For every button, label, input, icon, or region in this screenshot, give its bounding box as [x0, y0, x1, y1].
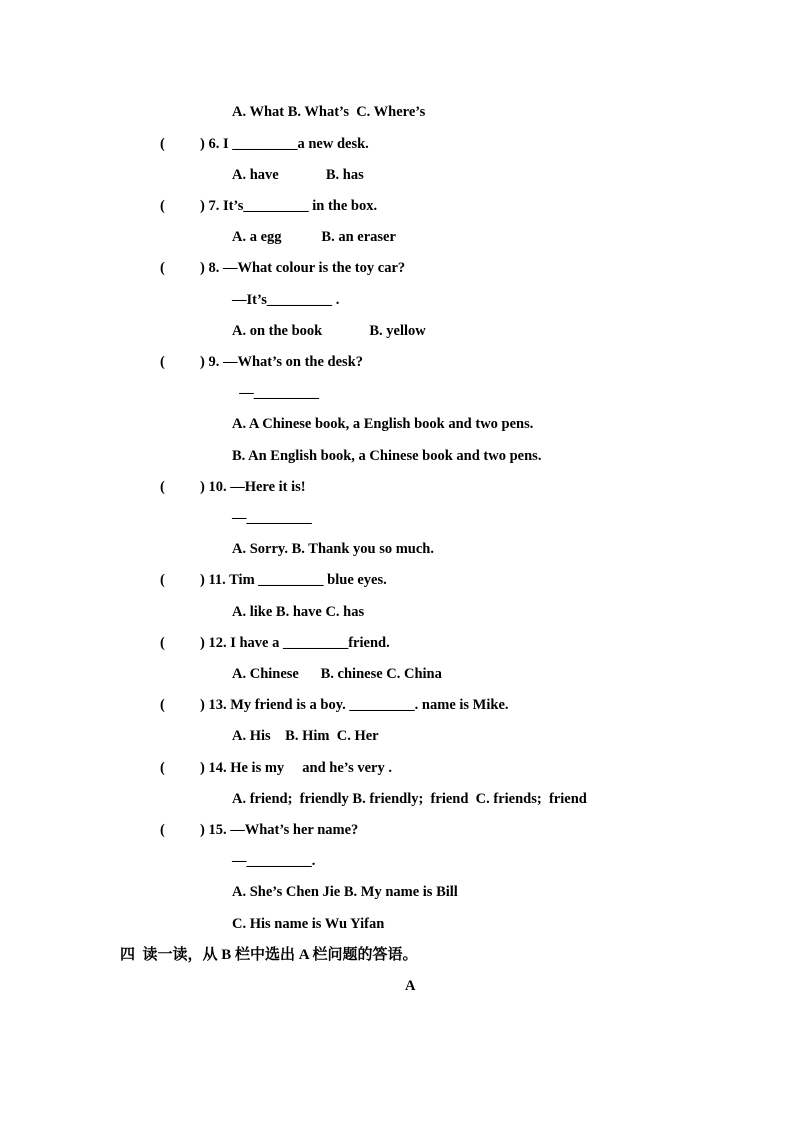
q12-stem: ) 12. I have a _________friend.	[200, 635, 390, 651]
q12-paren: (	[160, 635, 165, 651]
q13-options: A. His B. Him C. Her	[232, 728, 379, 744]
section-4-title: 四 读一读，从 B 栏中选出 A 栏问题的答语。	[120, 947, 418, 963]
q12-options: A. Chinese B. chinese C. China	[232, 666, 442, 682]
q10-stem: ) 10. —Here it is!	[200, 479, 306, 495]
q10-answer: —_________	[232, 510, 312, 526]
q11-paren: (	[160, 572, 165, 588]
q6-options: A. have B. has	[232, 167, 364, 183]
q9-answer: —_________	[232, 385, 319, 401]
q11-options: A. like B. have C. has	[232, 604, 365, 620]
q9-paren: (	[160, 354, 165, 370]
q8-stem: ) 8. —What colour is the toy car?	[200, 260, 406, 276]
q9-option-a: A. A Chinese book, a English book and two pens.	[232, 416, 534, 432]
q8-paren: (	[160, 260, 165, 276]
q14-paren: (	[160, 760, 165, 776]
q7-paren: (	[160, 198, 165, 214]
q11-stem: ) 11. Tim _________ blue eyes.	[200, 572, 387, 588]
q6-paren: (	[160, 136, 165, 152]
q15-answer: —_________.	[232, 853, 316, 869]
q13-paren: (	[160, 697, 165, 713]
q14-options: A. friend; friendly B. friendly; friend C. friends; friend	[232, 791, 587, 807]
q6-stem: ) 6. I _________a new desk.	[200, 136, 369, 152]
q8-options: A. on the book B. yellow	[232, 323, 426, 339]
q7-options: A. a egg B. an eraser	[232, 229, 396, 245]
q15-option-ab: A. She’s Chen Jie B. My name is Bill	[232, 884, 458, 900]
q8-answer: —It’s_________ .	[232, 292, 340, 308]
q9-option-b: B. An English book, a Chinese book and two pens.	[232, 448, 542, 464]
q13-stem: ) 13. My friend is a boy. _________. name is Mike.	[200, 697, 509, 713]
q10-options: A. Sorry. B. Thank you so much.	[232, 541, 434, 557]
q15-option-c: C. His name is Wu Yifan	[232, 916, 385, 932]
q5-options: A. What B. What’s C. Where’s	[232, 104, 426, 120]
q7-stem: ) 7. It’s_________ in the box.	[200, 198, 378, 214]
q14-stem: ) 14. He is my and he’s very .	[200, 760, 392, 776]
q10-paren: (	[160, 479, 165, 495]
column-a-label: A	[405, 978, 416, 994]
q15-stem: ) 15. —What’s her name?	[200, 822, 359, 838]
q9-stem: ) 9. —What’s on the desk?	[200, 354, 364, 370]
q15-paren: (	[160, 822, 165, 838]
